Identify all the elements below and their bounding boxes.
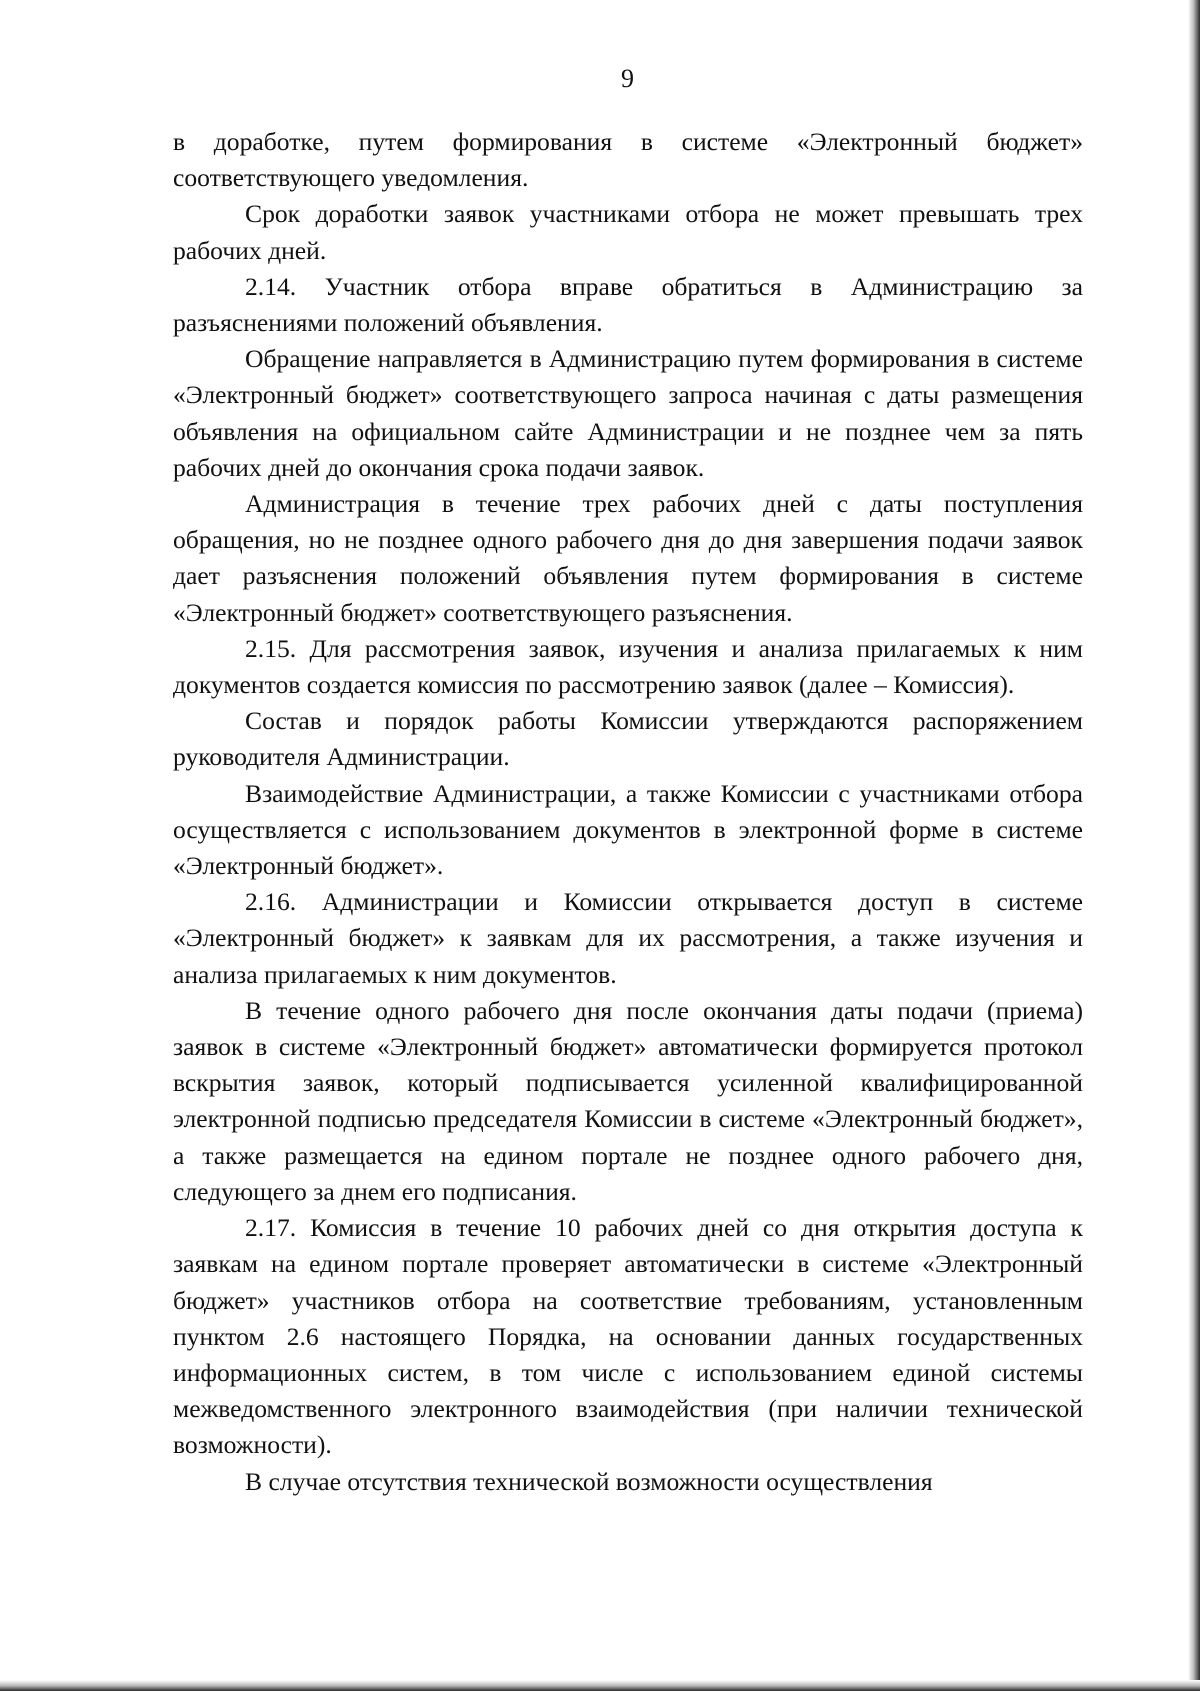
paragraph-administration-response: Администрация в течение трех рабочих дней с даты поступления обращения, но не позднее одного рабочего дня до дня завершения подачи заявок дает разъяснения положений объявления путем формирования в системе «Электронный бюджет» соответствующего разъяснения. <box>173 489 1083 627</box>
paragraph-interaction: Взаимодействие Администрации, а также Комиссии с участниками отбора осуществляется с использованием документов в электронной форме в системе «Электронный бюджет». <box>173 778 1083 881</box>
paragraph-2-14: 2.14. Участник отбора вправе обратиться в Администрацию за разъяснениями положений объявления. <box>173 271 1083 338</box>
paragraph-no-technical-possibility: В случае отсутствия технической возможности осуществления <box>245 1466 933 1496</box>
scan-edge-right <box>1188 0 1200 1691</box>
paragraph-revision-term: Срок доработки заявок участниками отбора не может превышать трех рабочих дней. <box>173 199 1083 265</box>
paragraph-request-submission: Обращение направляется в Администрацию путем формирования в системе «Электронный бюджет» соответствующего запроса начиная с даты размещения объявления на официальном сайте Администрации и не позднее чем за пять рабочих дней до окончания срока подачи заявок. <box>173 344 1083 482</box>
document-body <box>173 124 1083 1500</box>
paragraph-2-16: 2.16. Администрации и Комиссии открывается доступ в системе «Электронный бюджет» к заявкам для их рассмотрения, а также изучения и анализа прилагаемых к ним документов. <box>173 887 1083 989</box>
paragraph-commission-composition: Состав и порядок работы Комиссии утверждаются распоряжением руководителя Администрации. <box>173 706 1083 772</box>
paragraph-opening-protocol: В течение одного рабочего дня после окончания даты подачи (приема) заявок в системе «Электронный бюджет» автоматически формируется протокол вскрытия заявок, который подписывается усиленной квалифицированной электронной подписью председателя Комиссии в системе «Электронный бюджет», а также размещается на едином портале не позднее одного рабочего дня, следующего за днем его подписания. <box>173 995 1083 1206</box>
page-number: 9 <box>621 64 634 93</box>
scan-edge-bottom <box>0 1680 1200 1691</box>
paragraph-continuation: в доработке, путем формирования в системе «Электронный бюджет» соответствующего уведомления. <box>173 127 1083 193</box>
paragraph-2-17: 2.17. Комиссия в течение 10 рабочих дней со дня открытия доступа к заявкам на едином портале проверяет автоматически в системе «Электронный бюджет» участников отбора на соответствие требованиям, установленным пунктом 2.6 настоящего Порядка, на основании данных государственных информационных систем, в том числе с использованием единой системы межведомственного электронного взаимодействия (при наличии технической возможности). <box>173 1213 1083 1460</box>
paragraph-2-15: 2.15. Для рассмотрения заявок, изучения и анализа прилагаемых к ним документов создается комиссия по рассмотрению заявок (далее – Комиссия). <box>173 633 1083 700</box>
